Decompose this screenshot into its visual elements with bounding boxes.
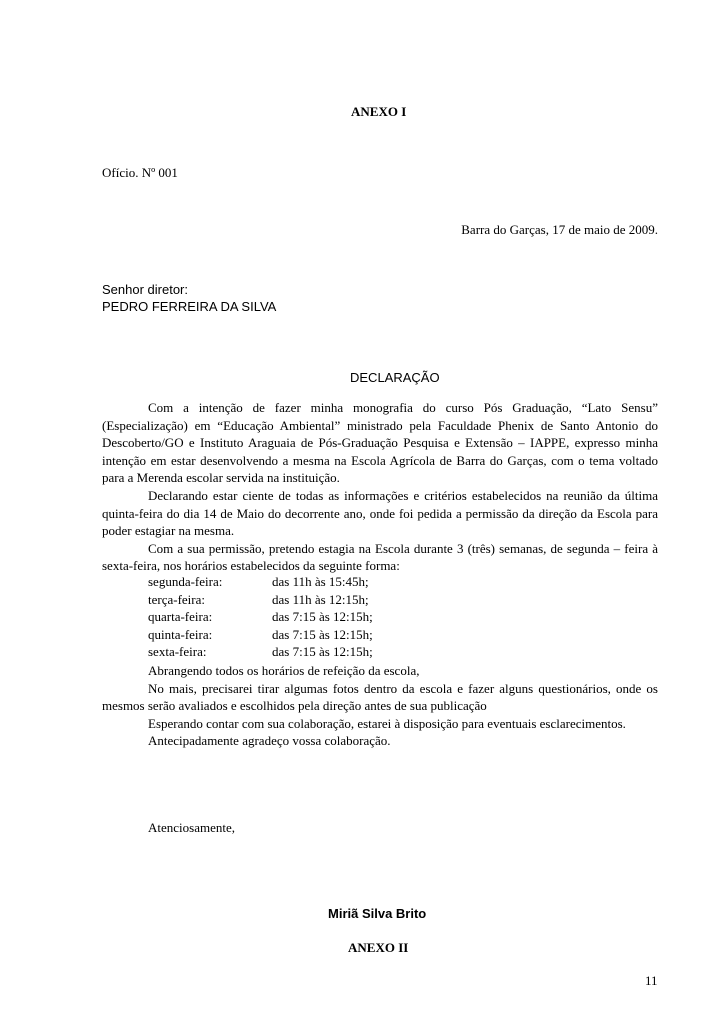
schedule-row: [148, 626, 373, 644]
declaration-title: DECLARAÇÃO: [350, 370, 440, 385]
schedule-row: [148, 643, 373, 661]
paragraph-permission: Com a sua permissão, pretendo estagia na Escola durante 3 (três) semanas, de segunda – feira à sexta-feira, nos horários estabelecidos da seguinte forma:: [102, 540, 658, 574]
schedule-row: [148, 591, 373, 609]
schedule-day: quinta-feira:: [148, 626, 213, 642]
schedule-hours: das 11h às 15:45h;: [272, 574, 369, 589]
paragraph-photos: No mais, precisarei tirar algumas fotos dentro da escola e fazer alguns questionários, onde os mesmos serão avaliados e escolhidos pela direção antes de sua publicação: [102, 680, 658, 714]
addressee-name: PEDRO FERREIRA DA SILVA: [102, 299, 277, 314]
closing: Atenciosamente,: [148, 820, 235, 835]
annex-title: ANEXO I: [351, 104, 407, 119]
declaration-body-bottom: [102, 662, 658, 750]
schedule-list: [148, 573, 373, 661]
schedule-hours: das 7:15 às 12:15h;: [272, 609, 373, 624]
page-number: 11: [645, 973, 658, 988]
schedule-hours: das 11h às 12:15h;: [272, 591, 369, 607]
addressee-salutation: Senhor diretor:: [102, 282, 188, 297]
schedule-row: [148, 573, 373, 591]
paragraph-awareness: Declarando estar ciente de todas as informações e critérios estabelecidos na reunião da última quinta-feira do dia 14 de Maio do decorrente ano, onde foi pedida a permissão da direção da Escola para poder estagiar na mesma.: [102, 487, 658, 539]
office-reference: Ofício. Nº 001: [102, 165, 178, 180]
signature-name: Miriã Silva Brito: [328, 906, 427, 921]
schedule-row: [148, 608, 373, 626]
paragraph-availability: Esperando contar com sua colaboração, estarei à disposição para eventuais esclarecimentos.: [148, 715, 626, 731]
schedule-hours: das 7:15 às 12:15h;: [272, 644, 373, 659]
next-annex-title: ANEXO II: [348, 940, 409, 955]
paragraph-thanks: Antecipadamente agradeço vossa colaboração.: [148, 733, 391, 749]
paragraph-meal-times: Abrangendo todos os horários de refeição da escola,: [148, 663, 420, 678]
schedule-day: segunda-feira:: [148, 574, 223, 589]
schedule-day: terça-feira:: [148, 591, 206, 607]
declaration-body-top: [102, 399, 658, 575]
paragraph-intention: Com a intenção de fazer minha monografia do curso Pós Graduação, “Lato Sensu” (Especialização) em “Educação Ambiental” ministrado pela Faculdade Phenix de Santo Antonio do Descoberto/GO e Instituto Araguaia de Pós-Graduação Pesquisa e Extensão – IAPPE, expresso minha intenção em estar desenvolvendo a mesma na Escola Agrícola de Barra do Garças, com o tema voltado para a Merenda escolar servida na instituição.: [102, 400, 658, 486]
place-date: Barra do Garças, 17 de maio de 2009.: [461, 222, 658, 237]
schedule-hours: das 7:15 às 12:15h;: [272, 626, 373, 642]
schedule-day: sexta-feira:: [148, 644, 207, 659]
schedule-day: quarta-feira:: [148, 609, 213, 624]
